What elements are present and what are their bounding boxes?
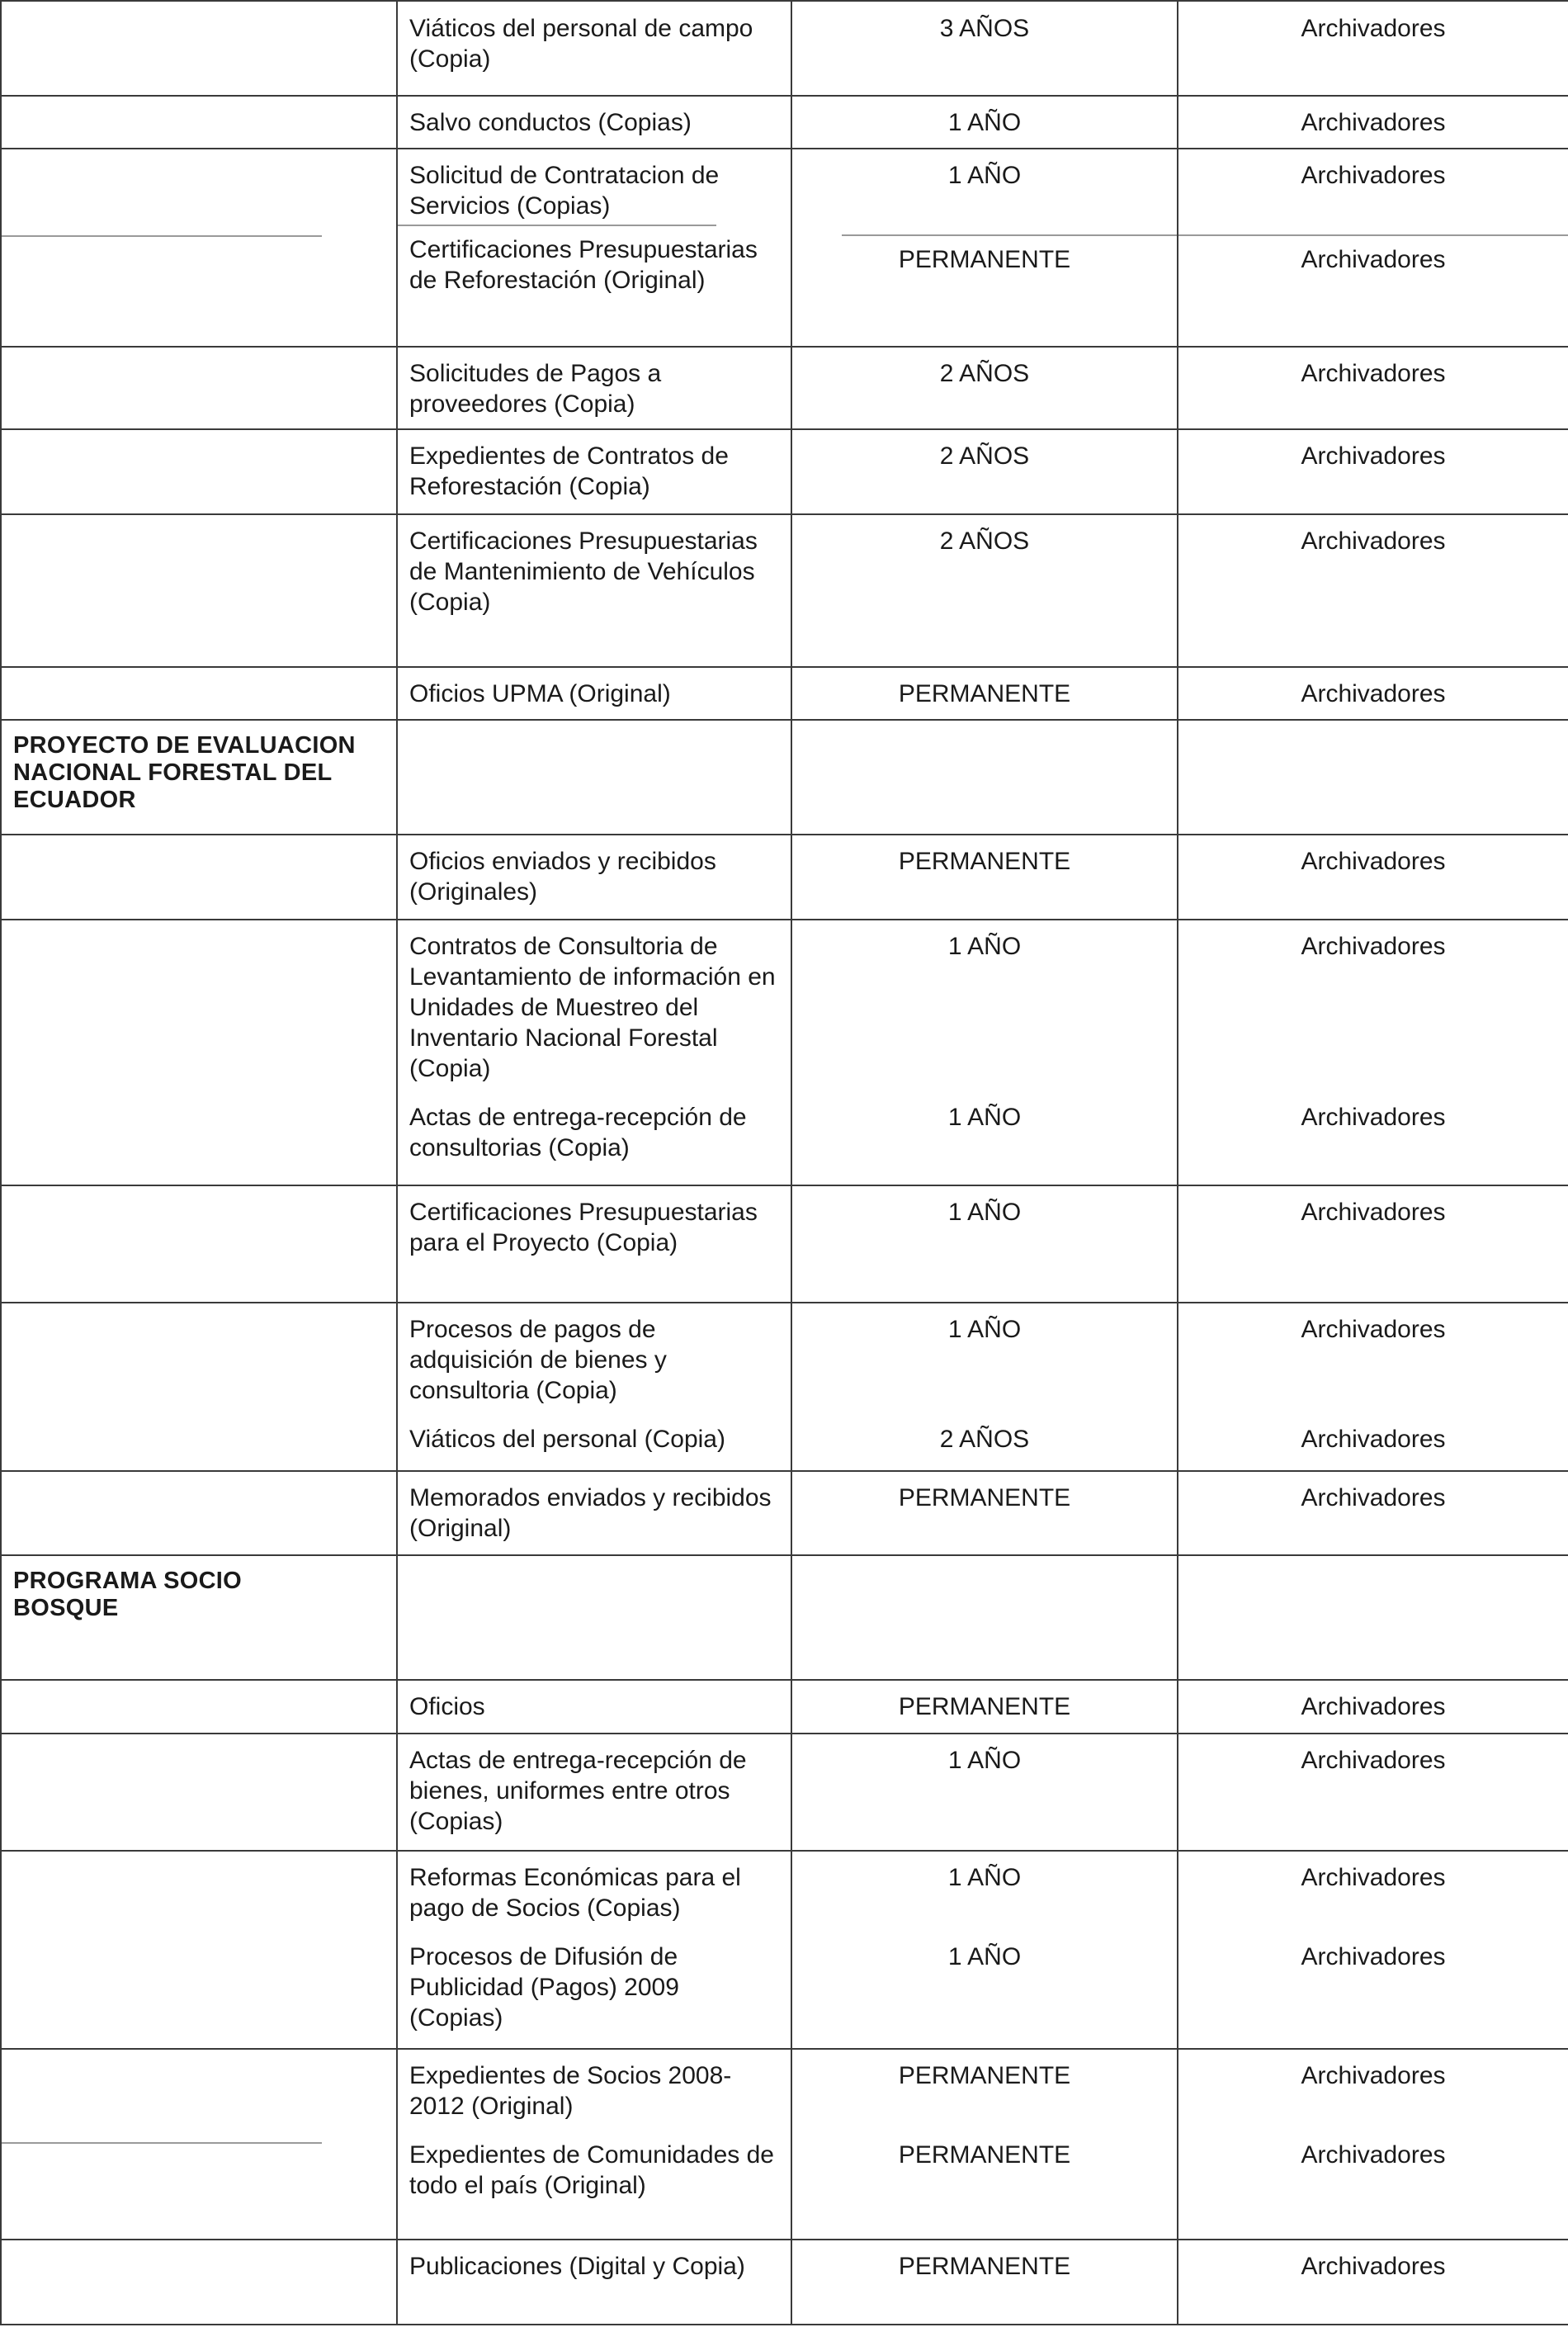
table-row [1,2240,1568,2325]
document-cell [397,667,791,720]
section-cell [1,1185,397,1303]
table-row [1,667,1568,720]
section-cell [1,920,397,1185]
retention-cell [791,96,1178,149]
table-row [1,149,1568,346]
document-cell [397,1,791,96]
table-row [1,720,1568,835]
storage-location: Archivadores [1301,1864,1446,1892]
section-cell [1,835,397,920]
retention-period: 1 AÑO [947,108,1022,136]
location-cell [1178,514,1568,667]
table-row [1,347,1568,430]
document-name: Viáticos del personal de campo (Copia) [409,15,753,73]
document-cell [397,2049,791,2240]
retention-period: PERMANENTE [898,246,1071,274]
document-cell [397,514,791,667]
retention-cell [791,1,1178,96]
location-cell [1178,2240,1568,2325]
retention-period: 1 AÑO [947,162,1022,190]
document-name: Actas de entrega-recepción de bienes, uniformes entre otros (Copias) [409,1746,747,1835]
storage-location: Archivadores [1301,1316,1446,1344]
storage-location: Archivadores [1301,527,1446,555]
section-heading: PROYECTO DE EVALUACION NACIONAL FORESTAL DEL ECUADOR [13,732,356,814]
retention-period: 1 AÑO [947,1943,1022,1971]
storage-location: Archivadores [1301,932,1446,960]
storage-location: Archivadores [1301,246,1446,274]
retention-period: 1 AÑO [947,1746,1022,1774]
document-name: Solicitud de Contratacion de Servicios (Copias) [409,162,720,220]
document-cell [397,1303,791,1470]
document-name: Publicaciones (Digital y Copia) [409,2253,745,2281]
storage-location: Archivadores [1301,15,1446,42]
document-name: Procesos de Difusión de Publicidad (Pagos) 2009 (Copias) [409,1943,679,2032]
document-name: Oficios [409,1693,485,1721]
document-name: Viáticos del personal (Copia) [409,1426,725,1454]
retention-cell [791,149,1178,346]
storage-location: Archivadores [1301,679,1446,707]
storage-location: Archivadores [1301,2140,1446,2169]
table-row [1,1185,1568,1303]
location-cell [1178,96,1568,149]
retention-cell [791,514,1178,667]
location-cell [1178,347,1568,430]
location-cell [1178,1,1568,96]
document-name: Certificaciones Presupuestarias de Mantenimiento de Vehículos (Copia) [409,527,758,616]
retention-cell [791,835,1178,920]
document-cell [397,1471,791,1556]
storage-location: Archivadores [1301,1198,1446,1226]
section-cell [1,1,397,96]
retention-cell [791,1185,1178,1303]
document-cell [397,149,791,346]
retention-period: PERMANENTE [898,1693,1071,1721]
retention-cell [791,429,1178,514]
retention-cell [791,2049,1178,2240]
location-cell [1178,429,1568,514]
document-name: Oficios UPMA (Original) [409,679,671,707]
document-cell [397,835,791,920]
document-name: Oficios enviados y recibidos (Originales) [409,848,716,906]
retention-period: 3 AÑOS [939,15,1030,42]
location-cell [1178,667,1568,720]
table-row [1,429,1568,514]
section-cell [1,1471,397,1556]
location-cell [1178,1303,1568,1470]
document-cell [397,720,791,835]
section-cell [1,1303,397,1470]
table-row [1,920,1568,1185]
retention-period: 2 AÑOS [939,1426,1030,1454]
document-name: Certificaciones Presupuestarias de Reforestación (Original) [409,236,758,295]
retention-cell [791,1471,1178,1556]
storage-location: Archivadores [1301,1943,1446,1971]
location-cell [1178,149,1568,346]
retention-cell [791,1680,1178,1733]
section-cell [1,1851,397,2048]
retention-period: PERMANENTE [898,2061,1071,2089]
table-row [1,1303,1568,1470]
document-name: Memorados enviados y recibidos (Original) [409,1483,772,1542]
table-row [1,1734,1568,1852]
storage-location: Archivadores [1301,162,1446,190]
section-cell [1,347,397,430]
section-cell [1,96,397,149]
document-name: Solicitudes de Pagos a proveedores (Copia) [409,359,662,418]
section-cell [1,149,397,346]
table-row [1,1555,1568,1680]
storage-location: Archivadores [1301,1746,1446,1774]
document-cell [397,1851,791,2048]
location-cell [1178,1734,1568,1852]
retention-period: 2 AÑOS [939,359,1030,387]
storage-location: Archivadores [1301,1103,1446,1131]
storage-location: Archivadores [1301,1426,1446,1454]
retention-period: 1 AÑO [947,1864,1022,1892]
document-name: Actas de entrega-recepción de consultorias (Copia) [409,1103,747,1161]
table-row [1,2049,1568,2240]
document-cell [397,2240,791,2325]
table-row [1,96,1568,149]
table-row [1,835,1568,920]
retention-period: 1 AÑO [947,1198,1022,1226]
document-name: Procesos de pagos de adquisición de bienes y consultoria (Copia) [409,1316,667,1405]
sub-row-divider [2,2142,322,2144]
retention-period: PERMANENTE [898,848,1071,876]
retention-period: 2 AÑOS [939,442,1030,471]
location-cell [1178,2049,1568,2240]
section-cell [1,2240,397,2325]
table-row [1,514,1568,667]
document-cell [397,96,791,149]
retention-cell [791,2240,1178,2325]
document-name: Certificaciones Presupuestarias para el Proyecto (Copia) [409,1198,758,1256]
retention-period: PERMANENTE [898,2140,1071,2169]
location-cell [1178,920,1568,1185]
document-name: Salvo conductos (Copias) [409,108,692,136]
table-row [1,1851,1568,2048]
section-heading: PROGRAMA SOCIO BOSQUE [13,1568,243,1622]
retention-cell [791,1851,1178,2048]
section-cell [1,667,397,720]
document-cell [397,1555,791,1680]
document-cell [397,347,791,430]
section-cell [1,720,397,835]
section-cell [1,1734,397,1852]
section-cell [1,1680,397,1733]
table-row [1,1680,1568,1733]
storage-location: Archivadores [1301,2061,1446,2089]
storage-location: Archivadores [1301,1693,1446,1721]
location-cell [1178,1680,1568,1733]
retention-cell [791,347,1178,430]
document-cell [397,429,791,514]
retention-cell [791,667,1178,720]
location-cell [1178,720,1568,835]
storage-location: Archivadores [1301,1483,1446,1511]
sub-row-divider [2,235,322,237]
document-cell [397,1185,791,1303]
section-cell [1,429,397,514]
retention-cell [791,1303,1178,1470]
retention-cell [791,1734,1178,1852]
retention-period: 1 AÑO [947,1316,1022,1344]
document-name: Expedientes de Contratos de Reforestación (Copia) [409,442,729,501]
retention-period: 1 AÑO [947,932,1022,960]
table-row [1,1,1568,96]
location-cell [1178,1471,1568,1556]
retention-period: PERMANENTE [898,1483,1071,1511]
retention-period: PERMANENTE [898,2253,1071,2281]
retention-period: 1 AÑO [947,1103,1022,1131]
storage-location: Archivadores [1301,359,1446,387]
storage-location: Archivadores [1301,442,1446,471]
section-cell [1,1555,397,1680]
retention-cell [791,720,1178,835]
section-cell [1,514,397,667]
document-name: Expedientes de Socios 2008-2012 (Original) [409,2061,732,2120]
location-cell [1178,835,1568,920]
location-cell [1178,1185,1568,1303]
document-name: Contratos de Consultoria de Levantamiento de información en Unidades de Muestreo del Inventario Nacional Forestal (Copia) [409,932,776,1082]
retention-cell [791,920,1178,1185]
location-cell [1178,1555,1568,1680]
section-cell [1,2049,397,2240]
document-name: Expedientes de Comunidades de todo el país (Original) [409,2140,774,2199]
storage-location: Archivadores [1301,108,1446,136]
document-cell [397,1680,791,1733]
location-cell [1178,1851,1568,2048]
table-row [1,1471,1568,1556]
retention-period: PERMANENTE [898,679,1071,707]
retention-period: 2 AÑOS [939,527,1030,555]
document-name: Reformas Económicas para el pago de Socios (Copias) [409,1864,741,1923]
storage-location: Archivadores [1301,848,1446,876]
document-cell [397,920,791,1185]
document-cell [397,1734,791,1852]
retention-cell [791,1555,1178,1680]
storage-location: Archivadores [1301,2253,1446,2281]
